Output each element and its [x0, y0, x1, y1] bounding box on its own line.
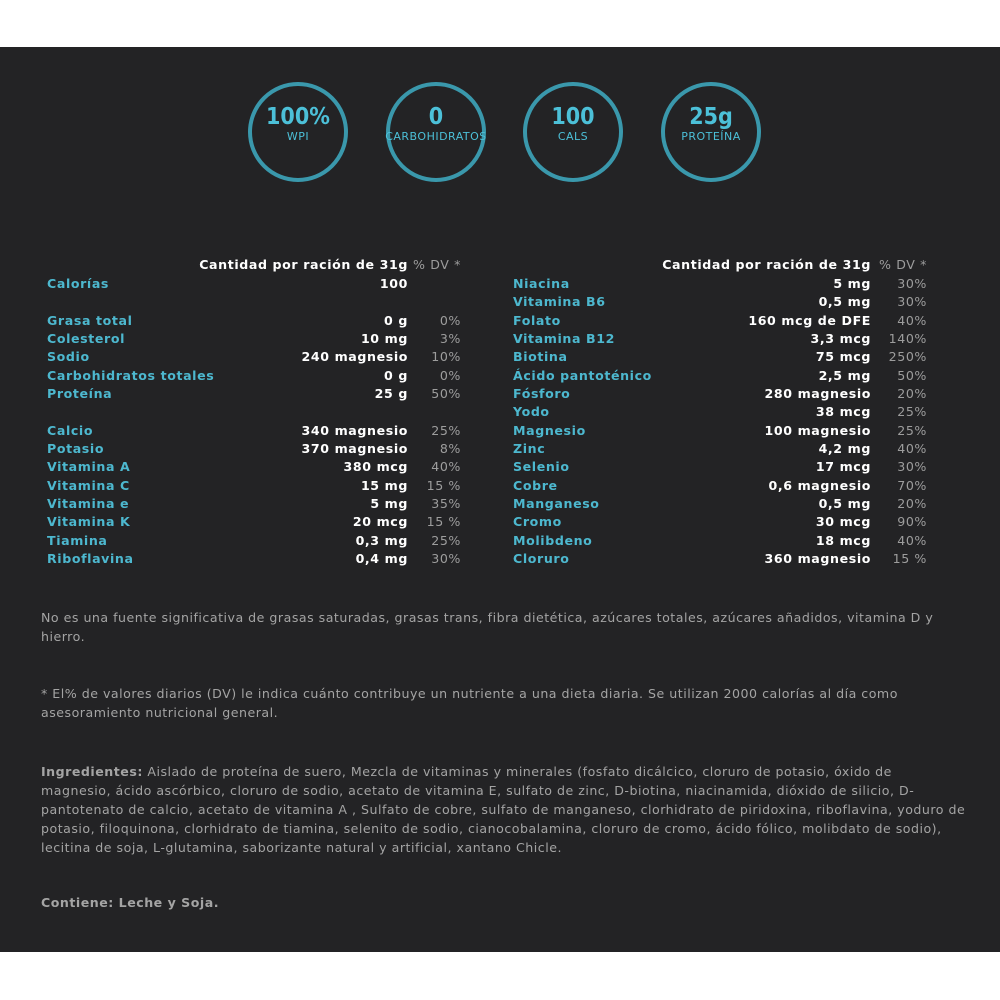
- badge-value: 100%: [266, 104, 330, 130]
- nutrient-row: [513, 532, 933, 550]
- nutrient-row: [513, 312, 933, 330]
- nutrient-amount: 0 g: [384, 368, 408, 383]
- nutrient-name: Vitamina K: [47, 514, 131, 529]
- nutrient-amount: 10 mg: [360, 331, 408, 346]
- nutrient-name: Sodio: [47, 349, 90, 364]
- nutrient-dv: 30%: [897, 459, 927, 474]
- nutrient-name: Yodo: [513, 404, 550, 419]
- header-dv: % DV *: [413, 257, 461, 272]
- nutrient-amount: 38 mcg: [815, 404, 871, 419]
- nutrient-dv: 90%: [897, 514, 927, 529]
- nutrient-row: [513, 348, 933, 366]
- nutrient-dv: 20%: [897, 386, 927, 401]
- nutrient-dv: 10%: [431, 349, 461, 364]
- nutrient-dv: 15 %: [426, 478, 461, 493]
- nutrition-table-right: [513, 257, 933, 587]
- nutrient-amount: 15 mg: [360, 478, 408, 493]
- not-significant-note: No es una fuente significativa de grasas saturadas, grasas trans, fibra dietética, azúcares totales, azúcares añadidos, vitamina D y hierro.: [41, 610, 934, 644]
- nutrient-dv: 50%: [431, 386, 461, 401]
- nutrient-row: [47, 477, 467, 495]
- nutrient-dv: 25%: [431, 423, 461, 438]
- nutrient-row: [513, 403, 933, 421]
- nutrient-row: [513, 330, 933, 348]
- nutrient-amount: 280 magnesio: [764, 386, 871, 401]
- nutrient-dv: 40%: [897, 441, 927, 456]
- nutrient-row: [513, 550, 933, 568]
- nutrient-amount: 0,6 magnesio: [768, 478, 871, 493]
- nutrient-name: Tiamina: [47, 533, 108, 548]
- nutrient-name: Ácido pantoténico: [513, 368, 652, 383]
- badge-protein: [661, 82, 761, 182]
- nutrient-dv: 15 %: [426, 514, 461, 529]
- nutrient-row: [513, 367, 933, 385]
- contains-note: Contiene: Leche y Soja.: [41, 895, 220, 910]
- nutrient-amount: 340 magnesio: [301, 423, 408, 438]
- nutrient-dv: 15 %: [892, 551, 927, 566]
- nutrient-name: Selenio: [513, 459, 570, 474]
- nutrient-amount: 0,3 mg: [355, 533, 408, 548]
- nutrient-name: Calcio: [47, 423, 94, 438]
- badge-value: 100: [551, 104, 595, 130]
- nutrient-row: [47, 513, 467, 531]
- nutrient-name: Carbohidratos totales: [47, 368, 215, 383]
- ingredients-label: Ingredientes:: [41, 764, 143, 779]
- ingredients-text: Aislado de proteína de suero, Mezcla de vitaminas y minerales (fosfato dicálcico, cloruro de potasio, óxido de magnesio, ácido ascórbico, cloruro de sodio, acetato de vitamina E, sulfato de zinc, D-biotina, niacinamida, dióxido de silicio, D-pantotenato de calcio, acetato de vitamina A , Sulfato de cobre, sulfato de manganeso, clorhidrato de piridoxina, riboflavina, yoduro de potasio, filoquinona, clorhidrato de tiamina, selenito de sodio, cianocobalamina, cloruro de cromo, ácido fólico, molibdato de sodio), lecitina de soja, L-glutamina, saborizante natural y artificial, xantano Chicle.: [41, 764, 966, 855]
- nutrition-table-left: [47, 257, 467, 587]
- nutrient-name: Folato: [513, 313, 561, 328]
- nutrient-name: Zinc: [513, 441, 546, 456]
- badge-value: 0: [428, 104, 444, 130]
- nutrient-name: Fósforo: [513, 386, 571, 401]
- nutrient-dv: 25%: [431, 533, 461, 548]
- nutrient-row: [513, 495, 933, 513]
- nutrient-name: Vitamina B6: [513, 294, 606, 309]
- header-amount: Cantidad por ración de 31g: [662, 257, 871, 272]
- nutrient-dv: 25%: [897, 404, 927, 419]
- nutrient-dv: 140%: [888, 331, 927, 346]
- badge-label: CALS: [557, 130, 589, 143]
- nutrient-amount: 0 g: [384, 313, 408, 328]
- nutrient-dv: 50%: [897, 368, 927, 383]
- nutrient-row: [513, 477, 933, 495]
- nutrient-amount: 2,5 mg: [818, 368, 871, 383]
- nutrient-amount: 25 g: [374, 386, 408, 401]
- nutrient-amount: 17 mcg: [815, 459, 871, 474]
- nutrient-dv: 20%: [897, 496, 927, 511]
- nutrient-dv: 30%: [897, 276, 927, 291]
- badge-wpi: [248, 82, 348, 182]
- badge-carbs: [386, 82, 486, 182]
- nutrient-dv: 0%: [439, 368, 461, 383]
- nutrient-amount: 0,5 mg: [818, 496, 871, 511]
- nutrient-amount: 360 magnesio: [764, 551, 871, 566]
- nutrient-dv: 40%: [897, 313, 927, 328]
- nutrient-amount: 5 mg: [370, 496, 408, 511]
- nutrient-dv: 70%: [897, 478, 927, 493]
- nutrient-row: [513, 275, 933, 293]
- nutrient-row: [47, 367, 467, 385]
- nutrition-panel: [0, 47, 1000, 952]
- nutrient-amount: 20 mcg: [352, 514, 408, 529]
- nutrient-amount: 4,2 mg: [818, 441, 871, 456]
- nutrient-row: [47, 348, 467, 366]
- nutrient-dv: 30%: [431, 551, 461, 566]
- nutrient-amount: 100 magnesio: [764, 423, 871, 438]
- nutrient-name: Calorías: [47, 276, 110, 291]
- nutrient-name: Biotina: [513, 349, 568, 364]
- nutrient-row: [47, 532, 467, 550]
- nutrient-row: [47, 495, 467, 513]
- nutrient-row: [47, 422, 467, 440]
- nutrient-amount: 30 mcg: [815, 514, 871, 529]
- nutrient-dv: 250%: [888, 349, 927, 364]
- dv-footnote: * El% de valores diarios (DV) le indica cuánto contribuye un nutriente a una dieta diaria. Se utilizan 2000 calorías al día como asesoramiento nutricional general.: [41, 686, 898, 720]
- nutrient-row: [47, 385, 467, 403]
- nutrient-name: Vitamina e: [47, 496, 130, 511]
- nutrient-name: Proteína: [47, 386, 113, 401]
- nutrient-amount: 0,5 mg: [818, 294, 871, 309]
- nutrient-name: Riboflavina: [47, 551, 134, 566]
- nutrient-amount: 5 mg: [833, 276, 871, 291]
- nutrient-amount: 0,4 mg: [355, 551, 408, 566]
- nutrient-name: Colesterol: [47, 331, 125, 346]
- nutrient-name: Vitamina A: [47, 459, 131, 474]
- nutrient-row: [513, 422, 933, 440]
- nutrient-amount: 240 magnesio: [301, 349, 408, 364]
- nutrient-name: Potasio: [47, 441, 105, 456]
- nutrient-name: Vitamina B12: [513, 331, 615, 346]
- nutrient-dv: 40%: [431, 459, 461, 474]
- nutrient-row: [47, 330, 467, 348]
- badge-label: WPI: [286, 130, 310, 143]
- nutrient-name: Molibdeno: [513, 533, 593, 548]
- nutrient-dv: 0%: [439, 313, 461, 328]
- nutrient-dv: 40%: [897, 533, 927, 548]
- nutrient-row: [513, 513, 933, 531]
- nutrient-name: Cobre: [513, 478, 558, 493]
- header-amount: Cantidad por ración de 31g: [199, 257, 408, 272]
- nutrient-amount: 100: [379, 276, 408, 291]
- badge-label: PROTEÍNA: [681, 130, 741, 143]
- nutrient-amount: 380 mcg: [343, 459, 408, 474]
- nutrient-row: [513, 458, 933, 476]
- nutrient-row: [513, 440, 933, 458]
- nutrient-row: [47, 550, 467, 568]
- nutrient-name: Manganeso: [513, 496, 600, 511]
- nutrient-name: Cloruro: [513, 551, 570, 566]
- nutrient-dv: 8%: [439, 441, 461, 456]
- nutrient-row: [513, 293, 933, 311]
- nutrient-name: Niacina: [513, 276, 570, 291]
- nutrient-row: [47, 275, 467, 293]
- nutrient-dv: 35%: [431, 496, 461, 511]
- badge-value: 25g: [689, 104, 733, 130]
- nutrient-row: [47, 458, 467, 476]
- nutrient-row: [47, 312, 467, 330]
- nutrient-dv: 3%: [439, 331, 461, 346]
- nutrient-name: Vitamina C: [47, 478, 130, 493]
- badge-label: CARBOHIDRATOS: [385, 130, 487, 143]
- nutrient-name: Magnesio: [513, 423, 586, 438]
- nutrient-amount: 370 magnesio: [301, 441, 408, 456]
- nutrient-amount: 75 mcg: [815, 349, 871, 364]
- badge-cals: [523, 82, 623, 182]
- nutrient-name: Grasa total: [47, 313, 133, 328]
- nutrient-row: [47, 440, 467, 458]
- nutrient-dv: 25%: [897, 423, 927, 438]
- nutrient-row: [513, 385, 933, 403]
- nutrient-amount: 3,3 mcg: [810, 331, 871, 346]
- nutrient-amount: 160 mcg de DFE: [748, 313, 871, 328]
- nutrient-amount: 18 mcg: [815, 533, 871, 548]
- header-dv: % DV *: [879, 257, 927, 272]
- nutrient-name: Cromo: [513, 514, 562, 529]
- nutrient-dv: 30%: [897, 294, 927, 309]
- ingredients: [41, 762, 966, 857]
